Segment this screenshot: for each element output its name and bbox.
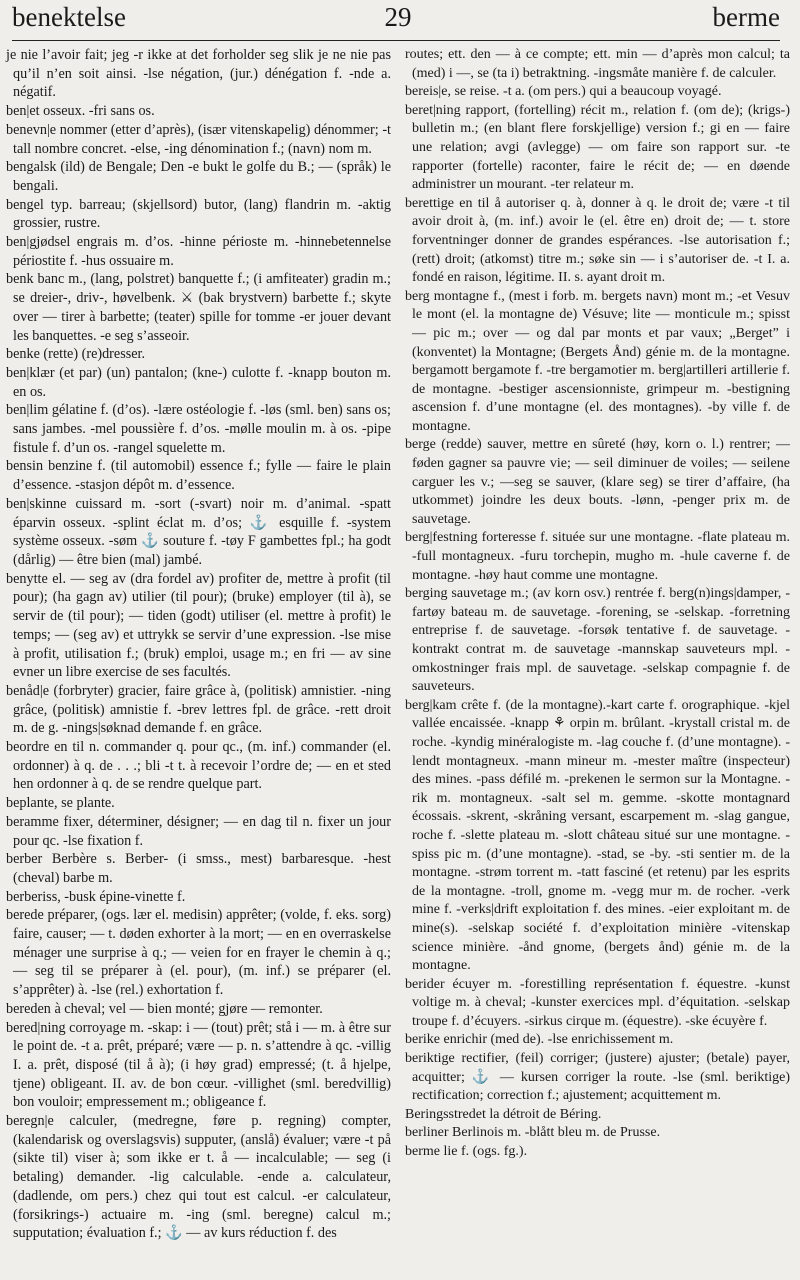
dictionary-entry: bengel typ. barreau; (skjellsord) butor, (lang) flandrin m. -aktig grossier, rustre.: [6, 196, 391, 232]
dictionary-entry: routes; ett. den — à ce compte; ett. min — d’après mon calcul; ta (med) i —, se (ta i) betraktning. -ingsmåte manière f. de calculer.: [405, 47, 790, 81]
header-last-word: berme: [712, 2, 780, 32]
dictionary-entry: ben|gjødsel engrais m. d’os. -hinne périoste m. -hinnebetennelse périostite f. -hus ossuaire m.: [6, 234, 391, 269]
dictionary-entry: bengalsk (ild) de Bengale; Den -e bukt le golfe du B.; — (språk) le bengali.: [6, 159, 391, 194]
dictionary-entry: berg|kam crête f. (de la montagne).-kart carte f. orographique. -kjel vallée encaissée. -knapp ⚘ orpin m. brûlant. -krystall cristal m. de roche. -kyndig minéralogiste m. -lag couche f. (d’une montagne). -lendt montagneux. -mann mineur m. -mester maître (inspecteur) des mines. -pass défilé m. -prekenen le sermon sur la Montagne. -rik m. montagneux. -salt sel m. gemme. -skotte montagnard écossais. -skrent, -skråning versant, escarpement m. -slag gangue, roche f. -slette plateau m. -slott château situé sur une montagne. -spiss pic m. (d’une montagne). -stad, se -by. -sti sentier m. de la montagne. -strøm torrent m. -tatt fasciné (et retenu) par les esprits de la montagne. -troll, gnome m. -vegg mur m. de rocher. -verk mine f. -verks|drift exploitation f. des mines. -eier exploitant m. de mine(s). -selskap société f. d’exploitation minière -vitenskap science minière. -ånd gnome, (bergets ånd) génie m. de la montagne.: [405, 697, 790, 974]
dictionary-entry: bensin benzine f. (til automobil) essence f.; fylle — faire le plain d’essence. -stasjon dépôt m. d’essence.: [6, 458, 391, 494]
page-number: 29: [384, 2, 412, 32]
dictionary-entry: beplante, se plante.: [6, 795, 115, 812]
dictionary-entry: beramme fixer, déterminer, désigner; — en dag til n. fixer un jour pour qc. -lse fixation f.: [6, 813, 391, 849]
dictionary-entry: berging sauvetage m.; (av korn osv.) rentrée f. berg(n)ings|damper, -fartøy bateau m. de sauvetage. -forening, se -selskap. -forretning entreprise f. de sauvetage. -forsøk tentative f. de sauvetage. -kontrakt contrat m. de sauvetage -mannskap sauveteurs mpl. -omkostninger frais mpl. de sauvetage. -selskap compagnie f. de sauveteurs.: [405, 586, 790, 695]
dictionary-entry: berber Berbère s. Berber- (i smss., mest) barbaresque. -hest (cheval) barbe m.: [6, 851, 391, 886]
dictionary-entry: bereis|e, se reise. -t a. (om pers.) qui a beaucoup voyagé.: [405, 84, 722, 100]
dictionary-entry: ben|klær (et par) (un) pantalon; (kne-) culotte f. -knapp bouton m. en os.: [6, 364, 391, 400]
page-header: [6, 0, 790, 40]
dictionary-entry: benevn|e nommer (etter d’après), (især vitenskapelig) dénommer; -t tall nombre concret. -else, -ing dénomination f.; (navn) nom m.: [6, 121, 391, 157]
dictionary-entry: berberiss, -busk épine-vinette f.: [6, 888, 186, 905]
dictionary-entry: beordre en til n. commander q. pour qc., (m. inf.) commander (el. ordonner) à q. de . . .; bli -t t. à recevoir l’ordre de; — en et sted hen ordonner à q. de se rendre quelque part.: [6, 739, 391, 793]
dictionary-entry: berike enrichir (med de). -lse enrichissement m.: [405, 1032, 674, 1048]
dictionary-entry: bered|ning corroyage m. -skap: i — (tout) prêt; stå i — m. à être sur le point de. -t a. prêt, préparé; være — p. n. s’attendre à qc. -villig I. a. prêt, disposé (til å à); (i høy grad) empressé; (t. å hjelpe, tjene) obligeant. II. av. de bon cœur. -villighet (sml. beredvillig) bon vouloir; empressement m.; obligeance f.: [6, 1019, 391, 1111]
dictionary-entry: berettige en til å autoriser q. à, donner à q. le droit de; være -t til avoir droit à, (m. inf.) avoir le (el. être en) droit de; — t. store forventninger donner de grandes espérances. -lse autorisation f.; (rett) droit; (atkomst) titre m.; søke sin — i s’autoriser de. -t I. a. fondé en raison, légitime. II. s. ayant droit m.: [405, 195, 790, 286]
dictionary-entry: berme lie f. (ogs. fg.).: [405, 1144, 528, 1160]
left-column: [6, 46, 391, 1243]
dictionary-entry: berge (redde) sauver, mettre en sûreté (høy, korn o. l.) rentrer; — føden gagner sa pauvre vie; — seil diminuer de voiles; — seilene carguer les v.; —seg se sauver, (klare seg) se tirer d’affaire, (ha utkommet) joindre les deux bouts. -lønn, -penger prix m. de sauvetage.: [405, 437, 790, 527]
columns: [6, 46, 790, 1243]
dictionary-entry: ben|lim gélatine f. (d’os). -lære ostéologie f. -løs (sml. ben) sans os; sans jambes. -mel poussière f. d’os. -mølle moulin m. à os. -pipe fistule f. d’un os. -rangel squelette m.: [6, 402, 391, 456]
dictionary-entry: bereden à cheval; vel — bien monté; gjøre — remonter.: [6, 1000, 323, 1017]
dictionary-entry: benåd|e (forbryter) gracier, faire grâce à, (politisk) amnistier. -ning grâce, (politisk) amnistie f. -brev lettres fpl. de grâce. -rett droit m. de g. -nings|søknad demande f. en grâce.: [6, 682, 391, 737]
dictionary-entry: berg|festning forteresse f. située sur une montagne. -flate plateau m. -full montagneux. -furu torchepin, mugho m. -hule caverne f. de montagne. -høy haut comme une montagne.: [405, 530, 790, 583]
dictionary-entry: ben|skinne cuissard m. -sort (-svart) noir m. d’animal. -spatt éparvin osseux. -splint éclat m. d’os; ⚓ esquille f. -system système osseux. -søm ⚓ souture f. -tøy F gambettes fpl.; ha godt (dårlig) — être bien (mal) jambé.: [6, 495, 391, 568]
dictionary-entry: benk banc m., (lang, polstret) banquette f.; (i amfiteater) gradin m.; se dreier-, driv-, høvelbenk. ⚔ (bak brystvern) barbette f.; skyte over — tirer à barbette; (teater) spille for tomme -er jouer devant les banquettes. -e seg s’asseoir.: [6, 271, 391, 344]
dictionary-entry: berede préparer, (ogs. lær el. medisin) apprêter; (volde, f. eks. sorg) faire, causer; — t. døden exhorter à la mort; — en en overraskelse ménager une surprise à q.; — veien for en frayer le chemin à q.; — seg til se préparer à (el. pour), (m. inf.) se préparer (el. s’apprêter) à. -lse (rel.) exhortation f.: [6, 907, 391, 999]
right-column: [405, 46, 790, 1243]
dictionary-entry: ben|et osseux. -fri sans os.: [6, 103, 155, 120]
dictionary-entry: beriktige rectifier, (feil) corriger; (justere) ajuster; (betale) payer, acquitter; ⚓ — kursen corriger la route. -lse (sml. beriktige) rectification; correction f.; ajustement; acquittement m.: [405, 1051, 790, 1104]
dictionary-entry: benke (rette) (re)dresser.: [6, 346, 146, 363]
dictionary-entry: berider écuyer m. -forestilling représentation f. équestre. -kunst voltige m. à cheval; -kunster exercices mpl. d’équitation. -selskap troupe f. d’écuyers. -sirkus cirque m. (équestre). -ske écuyère f.: [405, 976, 790, 1029]
header-rule: [12, 40, 780, 41]
dictionary-entry: Beringsstredet la détroit de Béring.: [405, 1106, 602, 1122]
dictionary-entry: berg montagne f., (mest i forb. m. bergets navn) mont m.; -et Vesuv le mont (el. la montagne de) Vésuve; lite — monticule m.; spisst — pic m.; over — og dal par monts et par vaux; „Berget” i (konventet) la Montagne; (Bergets Ånd) génie m. de la montagne. bergamott bergamote f. -tre bergamotier m. berg|artilleri artillerie f. de montagne. -bestiger ascensionniste, grimpeur m. -bestigning ascension f. d’une montagne (el. des montagnes). -by ville f. de montagne.: [405, 288, 790, 434]
dictionary-entry: je nie l’avoir fait; jeg -r ikke at det forholder seg slik je ne nie pas qu’il n’en soit ainsi. -lse négation, (jur.) dénégation f. -nde a. négatif.: [6, 47, 391, 101]
dictionary-entry: beregn|e calculer, (medregne, føre p. regning) compter, (kalendarisk og overslagsvis) supputer, (anslå) évaluer; være -t på (sikte til) viser à; som ikke er t. å — incalculable; — seg (i betaling) demander. -lig calculable. -ende a. calculateur, (dadlende, om pers.) chez qui tout est calcul. -er calculateur, (forsikrings-) actuaire m. -ing (sml. beregne) calcul m.; supputation; évaluation f.; ⚓ — av kurs réduction f. des: [6, 1113, 391, 1242]
dictionary-entry: beret|ning rapport, (fortelling) récit m., relation f. (om de); (krigs-) bulletin m.; (en blant flere forskjellige) version f.; gi en — faire une relation; avgi (avlegge) — om faire son rapport sur. -te rapporter (fortelle) raconter, faire le récit de; — en døende administrer un mourant. -ter relateur m.: [405, 102, 790, 193]
dictionary-entry: berliner Berlinois m. -blått bleu m. de Prusse.: [405, 1125, 661, 1141]
dictionary-entry: benytte el. — seg av (dra fordel av) profiter de, mettre à profit (til pour); (ha gagn av) utilier (til pour); (bruke) employer (til à), se servir de (til pour); — tiden (godt) utiliser (el. mettre à profit) le temps; — (seg av) et uttrykk se servir d’une expression. -lse mise à profit, utilisation f.; (bruk) emploi, usage m.; en fri — av sine evner un libre exercise de ses facultés.: [6, 570, 391, 681]
header-first-word: benektelse: [12, 2, 126, 32]
